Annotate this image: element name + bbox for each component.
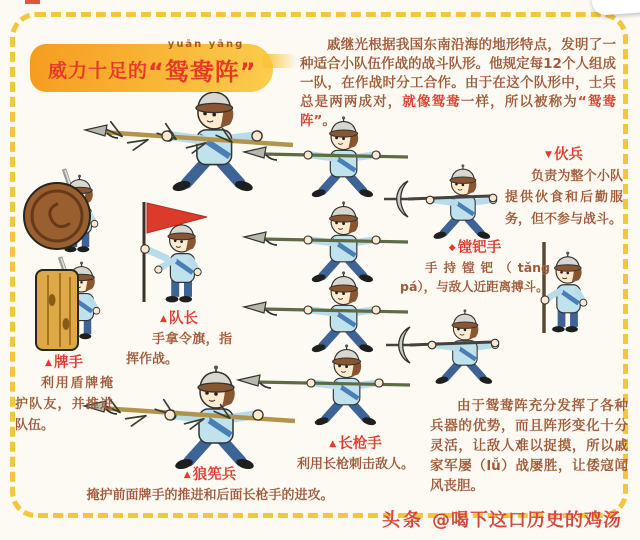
up-triangle-icon: ▲ [183,470,191,480]
soldier-captain [141,202,207,302]
outro-paragraph: 由于鸳鸯阵充分发挥了各种兵器的优势，而且阵形变化十分灵活，让敌人难以捉摸，所以戚家军屡（lǚ）战屡胜，让倭寇闻风丧胆。 [430,398,628,494]
label-langxianbing [70,467,350,506]
soldier-tangpa-2 [386,309,499,385]
role-desc-langxianbing: 掩护前面牌手的推进和后面长枪手的进攻。 [86,488,334,503]
role-desc-changqiangshou: 利用长枪刺击敌人。 [296,457,414,472]
watermark-brand: 头条 [382,510,424,531]
quote-close: ” [239,57,257,86]
down-triangle-icon: ▼ [545,150,552,160]
role-name-huobing: ▼ 伙兵 [545,147,583,163]
diamond-icon: ◆ [448,243,456,253]
label-duizhang [126,311,232,369]
soldier-spearman-3 [244,271,408,353]
quote-open: “ [148,57,165,86]
soldier-spearman-2 [244,201,408,283]
role-desc-huobing: 负责为整个小队提供伙食和后勤服务，但不参与战斗。 [505,169,623,227]
up-triangle-icon: ▲ [329,439,337,449]
role-desc-paishou: 利用盾牌掩护队友，并推进队伍。 [15,376,113,433]
label-paishou [15,355,113,436]
title-badge [30,38,273,92]
role-name-langxianbing: ▲ 狼筅兵 [183,467,237,483]
watermark-handle: @喝下这口历史的鸡汤 [432,510,622,531]
role-name-duizhang: ▲ 队长 [160,311,198,327]
intro-highlight-1: 就像鸳鸯 [402,94,461,110]
title-pinyin: yuān yāng [167,38,245,50]
label-huobing [505,147,623,230]
soldier-spearman-4 [238,344,410,426]
role-name-tangpashou: ◆ 镗钯手 [448,240,502,256]
soldier-shield-rect [36,257,100,350]
page-title-prefix: 威力十足的 [48,59,149,82]
role-name-paishou: ▲ 牌手 [45,355,83,371]
role-name-changqiangshou: ▲ 长枪手 [329,436,382,452]
intro-paragraph: 戚继光根据我国东南沿海的地形特点，发明了一种适合小队伍作战的战斗队形。他规定每12个人组成一队，在作战时分工合作。由于在这个队形中，士兵总是两两成对，就像鸳鸯一样，所以被称为“鸳鸯阵”。 [300,37,616,129]
soldier-langxian-front [85,86,293,193]
soldier-shield-round [24,169,98,252]
label-tangpashou [400,240,550,297]
title-duck-with-pinyin: yuān yāng 鸳鸯 [164,38,245,86]
soldier-tangpa-1 [384,164,497,240]
up-triangle-icon: ▲ [45,358,52,368]
role-desc-duizhang: 手拿令旗，指挥作战。 [126,332,232,367]
role-desc-tangpashou: 手持镗钯（tǎng pá），与敌人近距离搏斗。 [400,260,550,294]
up-triangle-icon: ▲ [160,314,167,324]
watermark [382,506,622,532]
intro-highlight-2: “鸳鸯阵” [300,94,616,129]
page-title-main: “ yuān yāng 鸳鸯 阵 ” [148,38,257,86]
